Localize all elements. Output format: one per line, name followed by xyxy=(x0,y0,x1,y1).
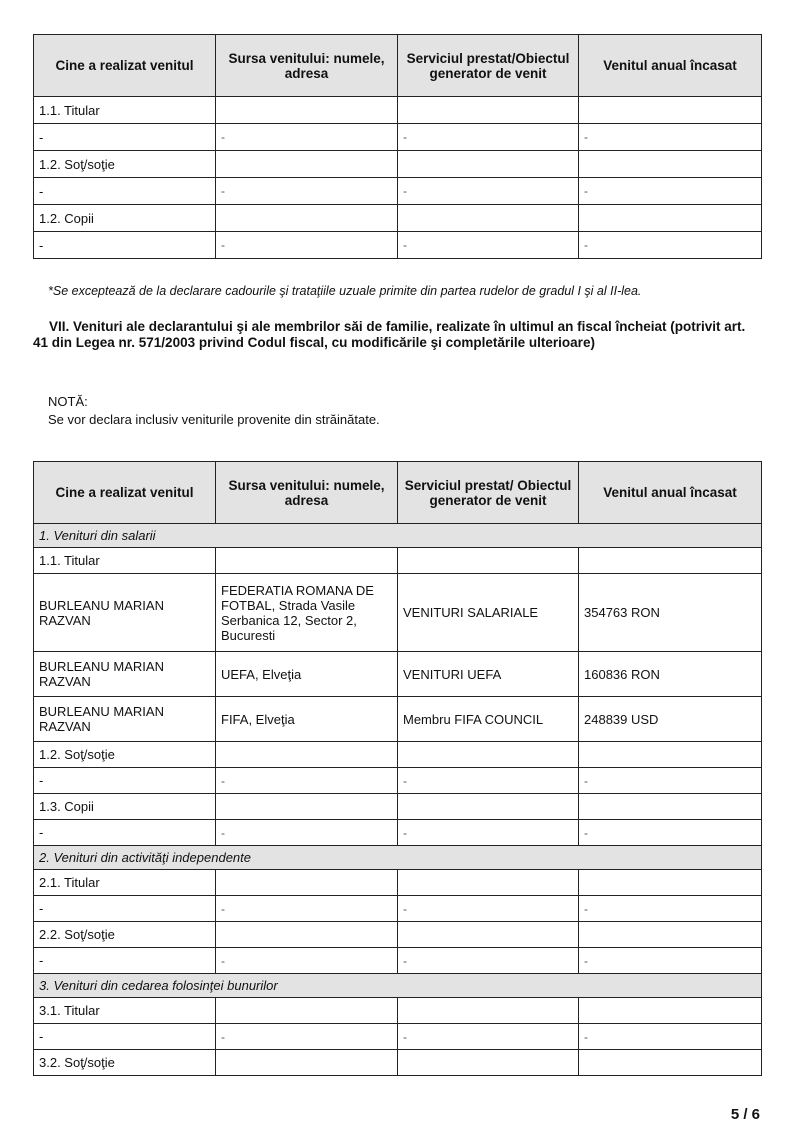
table-cell: - xyxy=(216,896,398,922)
table-row xyxy=(34,742,762,768)
table-cell xyxy=(579,205,762,232)
table-cell: - xyxy=(398,178,579,205)
table-row xyxy=(34,205,762,232)
table-cell: - xyxy=(398,1024,579,1050)
header-cell: Cine a realizat venitul xyxy=(34,35,216,97)
table-cell xyxy=(579,151,762,178)
table-cell: 3.1. Titular xyxy=(34,998,216,1024)
table-cell: - xyxy=(216,178,398,205)
table-cell xyxy=(579,1050,762,1076)
table-cell: FEDERATIA ROMANA DE FOTBAL, Strada Vasile Serbanica 12, Sector 2, Bucuresti xyxy=(216,574,398,652)
table-row xyxy=(34,1024,762,1050)
table-cell: - xyxy=(579,820,762,846)
table-cell: - xyxy=(398,948,579,974)
table-cell: - xyxy=(34,948,216,974)
table-cell: - xyxy=(216,768,398,794)
table-cell: BURLEANU MARIAN RAZVAN xyxy=(34,697,216,742)
table-cell xyxy=(579,998,762,1024)
table-section-row xyxy=(34,524,762,548)
table-row xyxy=(34,697,762,742)
table-cell xyxy=(398,742,579,768)
page-number: 5 / 6 xyxy=(730,1106,760,1123)
table-cell xyxy=(216,97,398,124)
nota-text: Se vor declara inclusiv veniturile provenite din străinătate. xyxy=(48,412,380,427)
table-cell: - xyxy=(216,948,398,974)
table-cell: VENITURI UEFA xyxy=(398,652,579,697)
table-cell: VENITURI SALARIALE xyxy=(398,574,579,652)
table-cell: - xyxy=(579,1024,762,1050)
table-cell xyxy=(579,548,762,574)
table-section-row xyxy=(34,846,762,870)
table-cell: - xyxy=(579,124,762,151)
table-cell xyxy=(579,870,762,896)
table-cell xyxy=(398,97,579,124)
table-cell xyxy=(216,794,398,820)
table-cell: BURLEANU MARIAN RAZVAN xyxy=(34,652,216,697)
table-cell: 354763 RON xyxy=(579,574,762,652)
table-cell: - xyxy=(34,178,216,205)
table-cell: 160836 RON xyxy=(579,652,762,697)
table-cell: - xyxy=(579,768,762,794)
table-cell: - xyxy=(34,768,216,794)
header-cell: Serviciul prestat/Obiectul generator de venit xyxy=(398,35,579,97)
table-cell xyxy=(398,870,579,896)
table-cell xyxy=(398,548,579,574)
header-cell: Cine a realizat venitul xyxy=(34,462,216,524)
table-cell: - xyxy=(216,232,398,259)
table-cell: 1.1. Titular xyxy=(34,548,216,574)
table-cell xyxy=(216,205,398,232)
table-cell: Membru FIFA COUNCIL xyxy=(398,697,579,742)
table-cell xyxy=(579,922,762,948)
table-cell xyxy=(216,870,398,896)
table-cell: - xyxy=(398,232,579,259)
section-title-cell: 1. Venituri din salarii xyxy=(34,524,762,548)
income-table-gifts xyxy=(33,34,762,259)
table-cell xyxy=(398,205,579,232)
table-row xyxy=(34,998,762,1024)
table-row xyxy=(34,870,762,896)
table-row xyxy=(34,151,762,178)
nota-label: NOTĂ: xyxy=(48,394,88,409)
table-cell: - xyxy=(34,124,216,151)
table-cell: 2.2. Soţ/soţie xyxy=(34,922,216,948)
header-cell: Serviciul prestat/ Obiectul generator de venit xyxy=(398,462,579,524)
table-cell: 3.2. Soţ/soţie xyxy=(34,1050,216,1076)
header-cell: Venitul anual încasat xyxy=(579,462,762,524)
footnote: *Se exceptează de la declarare cadourile şi trataţiile uzuale primite din partea rudelor de gradul I şi al II-lea. xyxy=(48,284,642,298)
table-cell: FIFA, Elveţia xyxy=(216,697,398,742)
table-cell xyxy=(398,922,579,948)
table-row xyxy=(34,1050,762,1076)
table-cell xyxy=(216,922,398,948)
section-title-cell: 2. Venituri din activităţi independente xyxy=(34,846,762,870)
table-cell: 1.2. Copii xyxy=(34,205,216,232)
table-header-row xyxy=(34,462,762,524)
table-cell: 1.1. Titular xyxy=(34,97,216,124)
table-cell: - xyxy=(398,768,579,794)
table-cell xyxy=(216,548,398,574)
section-heading: VII. Venituri ale declarantului şi ale membrilor săi de familie, realizate în ultimul an fiscal încheiat (potrivit art. 41 din Legea nr. 571/2003 privind Codul fiscal, cu modificările şi completările ulterioare) xyxy=(33,319,746,350)
table-row xyxy=(34,548,762,574)
table-row xyxy=(34,574,762,652)
table-row xyxy=(34,768,762,794)
table-cell xyxy=(579,742,762,768)
table-row xyxy=(34,178,762,205)
table-row xyxy=(34,922,762,948)
table-cell: - xyxy=(34,1024,216,1050)
table-cell xyxy=(216,1050,398,1076)
table-header-row xyxy=(34,35,762,97)
table-cell: - xyxy=(579,232,762,259)
header-cell: Venitul anual încasat xyxy=(579,35,762,97)
table-cell: - xyxy=(579,948,762,974)
table-row xyxy=(34,794,762,820)
table-row xyxy=(34,820,762,846)
table-cell xyxy=(398,794,579,820)
table-body xyxy=(34,524,762,1076)
table-cell xyxy=(579,794,762,820)
table-cell xyxy=(579,97,762,124)
table-cell: 1.2. Soţ/soţie xyxy=(34,742,216,768)
header-cell: Sursa venitului: numele, adresa xyxy=(216,462,398,524)
table-body xyxy=(34,97,762,259)
table-row xyxy=(34,97,762,124)
table-section-row xyxy=(34,974,762,998)
table-cell xyxy=(398,998,579,1024)
table-cell: - xyxy=(216,1024,398,1050)
table-cell xyxy=(398,151,579,178)
table-cell xyxy=(216,742,398,768)
table-row xyxy=(34,948,762,974)
table-cell: UEFA, Elveţia xyxy=(216,652,398,697)
table-cell: - xyxy=(398,820,579,846)
table-row xyxy=(34,896,762,922)
table-cell: 1.3. Copii xyxy=(34,794,216,820)
section-title-cell: 3. Venituri din cedarea folosinţei bunurilor xyxy=(34,974,762,998)
table-cell: - xyxy=(579,178,762,205)
table-cell: - xyxy=(34,820,216,846)
table-row xyxy=(34,124,762,151)
income-table-fiscal-year xyxy=(33,461,762,1076)
table-cell: - xyxy=(34,232,216,259)
table-row xyxy=(34,652,762,697)
table-cell xyxy=(216,151,398,178)
table-cell: - xyxy=(579,896,762,922)
header-cell: Sursa venitului: numele, adresa xyxy=(216,35,398,97)
table-cell xyxy=(398,1050,579,1076)
table-cell: 1.2. Soţ/soţie xyxy=(34,151,216,178)
table-cell: - xyxy=(216,820,398,846)
table-cell: - xyxy=(34,896,216,922)
table-cell: - xyxy=(398,124,579,151)
table-cell: BURLEANU MARIAN RAZVAN xyxy=(34,574,216,652)
table-cell: 2.1. Titular xyxy=(34,870,216,896)
table-cell: - xyxy=(398,896,579,922)
table-cell: 248839 USD xyxy=(579,697,762,742)
table-row xyxy=(34,232,762,259)
table-cell: - xyxy=(216,124,398,151)
table-cell xyxy=(216,998,398,1024)
